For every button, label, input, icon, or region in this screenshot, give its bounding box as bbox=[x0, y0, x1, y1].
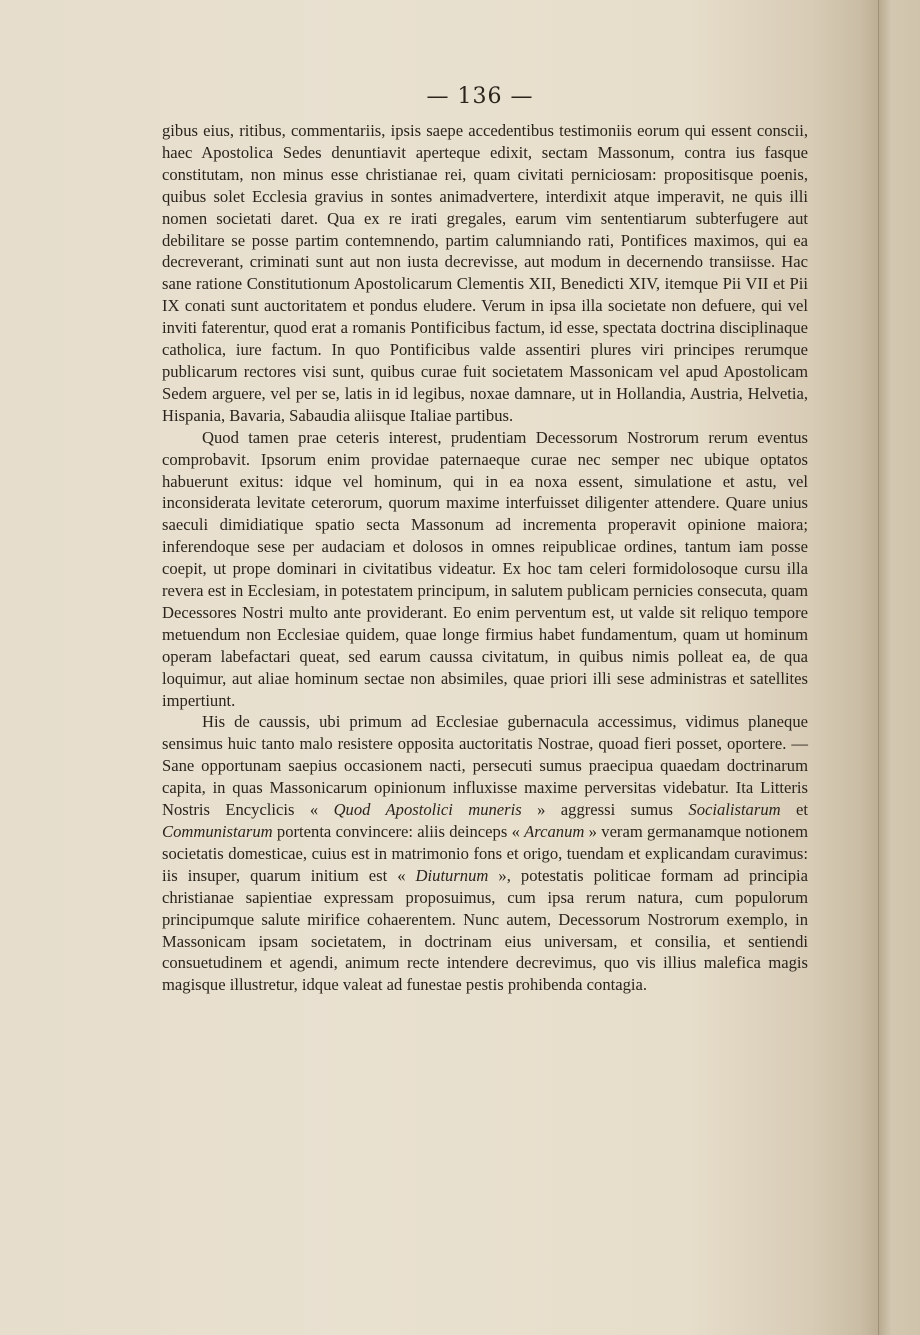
paragraph-3-text-f: », potestatis politicae formam ad principia christianae sapientiae expressam proposuimus, cum ipsa rerum natura, cum populorum principumque salute mirifice cohaerentem. Nunc autem, Decessorum Nostrorum exemplo, in Massonicam ipsam societatem, in doctrinam eius universam, et consilia, et sentiendi consuetudinem et agendi, animum recte intendere decrevimus, quo vis illius malefica magis magisque illustretur, idque valeat ad funestae pestis prohibenda contagia. bbox=[162, 865, 808, 995]
paragraph-3-text-b: » aggressi sumus bbox=[521, 800, 689, 820]
term-communistarum: Communistarum bbox=[162, 822, 273, 841]
adjacent-page-edge bbox=[878, 0, 920, 1335]
paragraph-2: Quod tamen prae ceteris interest, prudentiam Decessorum Nostrorum rerum eventus comprobavit. Ipsorum enim providae paternaeque curae nec semper nec ubique optatos habuerunt exitus: idque vel hominum, qui in ea noxa essent, simulatione et astu, vel inconsiderata levitate ceterorum, quorum maxime interfuisset diligenter attendere. Quare unius saeculi dimidiatique spatio secta Massonum ad incrementa properavit opinione maiora; inferendoque sese per audaciam et dolosos in omnes reipublicae ordines, tantum iam posse coepit, ut prope dominari in civitatibus videatur. Ex hoc tam celeri formidolosoque cursu illa revera est in Ecclesiam, in potestatem principum, in salutem publicam pernicies consecuta, quam Decessores Nostri multo ante providerant. Eo enim perventum est, ut valde sit reliquo tempore metuendum non Ecclesiae quidem, quae longe firmius habet fundamentum, quam ut hominum operam labefactari queat, sed earum caussa civitatum, in quibus nimis polleat ea, de qua loquimur, aut aliae hominum sectae non absimiles, quae priori illi sese administras et satellites impertiunt. bbox=[162, 427, 808, 710]
encyclical-title-quod-apostolici: Quod Apostolici muneris bbox=[333, 800, 522, 820]
encyclical-title-diuturnum: Diuturnum bbox=[415, 865, 489, 885]
paragraph-3-text-a: His de caussis, ubi primum ad Ecclesiae gubernacula accessimus, vidimus planeque sensimus huic tanto malo resistere opposita auctoritatis Nostrae, quoad fieri posset, oportere. — Sane opportunam saepius occasionem nacti, persecuti sumus praecipua quaedam doctrinarum capita, in quas Massonicarum opinionum influxisse maxime perversitas videbatur. Ita Litteris Nostris Encyclicis « bbox=[162, 712, 808, 820]
paragraph-3 bbox=[162, 711, 808, 996]
encyclical-title-arcanum: Arcanum bbox=[524, 822, 585, 841]
term-socialistarum: Socialistarum bbox=[688, 800, 781, 820]
paragraph-1: gibus eius, ritibus, commentariis, ipsis saepe accedentibus testimoniis eorum qui essent conscii, haec Apostolica Sedes denuntiavit aperteque edixit, sectam Massonum, contra ius fasque constitutam, non minus esse christianae rei, quam civitati perniciosam: propositisque poenis, quibus solet Ecclesia gravius in sontes animadvertere, interdixit atque imperavit, ne quis illi nomen societati daret. Qua ex re irati gregales, earum vim sententiarum subterfugere aut debilitare se posse partim contemnendo, partim calumniando rati, Pontifices maximos, qui ea decreverant, criminati sunt aut non iusta decrevisse, aut modum in decernendo transiisse. Hac sane ratione Constitutionum Apostolicarum Clementis XII, Benedicti XIV, itemque Pii VII et Pii IX conati sunt auctoritatem et pondus eludere. Verum in ipsa illa societate non defuere, qui vel inviti faterentur, quod erat a romanis Pontificibus factum, id esse, spectata doctrina disciplinaque catholica, iure factum. In quo Pontificibus valde assentiri plures viri principes rerumque publicarum rectores visi sunt, quibus curae fuit societatem Massonicam vel apud Apostolicam Sedem arguere, vel per se, latis in id legibus, noxae damnare, ut in Hollandia, Austria, Helvetia, Hispania, Bavaria, Sabaudia aliisque Italiae partibus. bbox=[162, 121, 808, 425]
paragraph-3-text-c: et bbox=[780, 800, 808, 820]
body-text bbox=[162, 120, 808, 996]
page-number: — 136 — bbox=[426, 84, 534, 109]
paragraph-3-text-d: portenta convincere: aliis deinceps « bbox=[272, 822, 525, 841]
paragraph-3-text-e: » veram germanamque notionem societatis domesticae, cuius est in matrimonio fons et origo, tuendam et explicandam curavimus: iis insuper, quarum initium est « bbox=[162, 822, 808, 885]
